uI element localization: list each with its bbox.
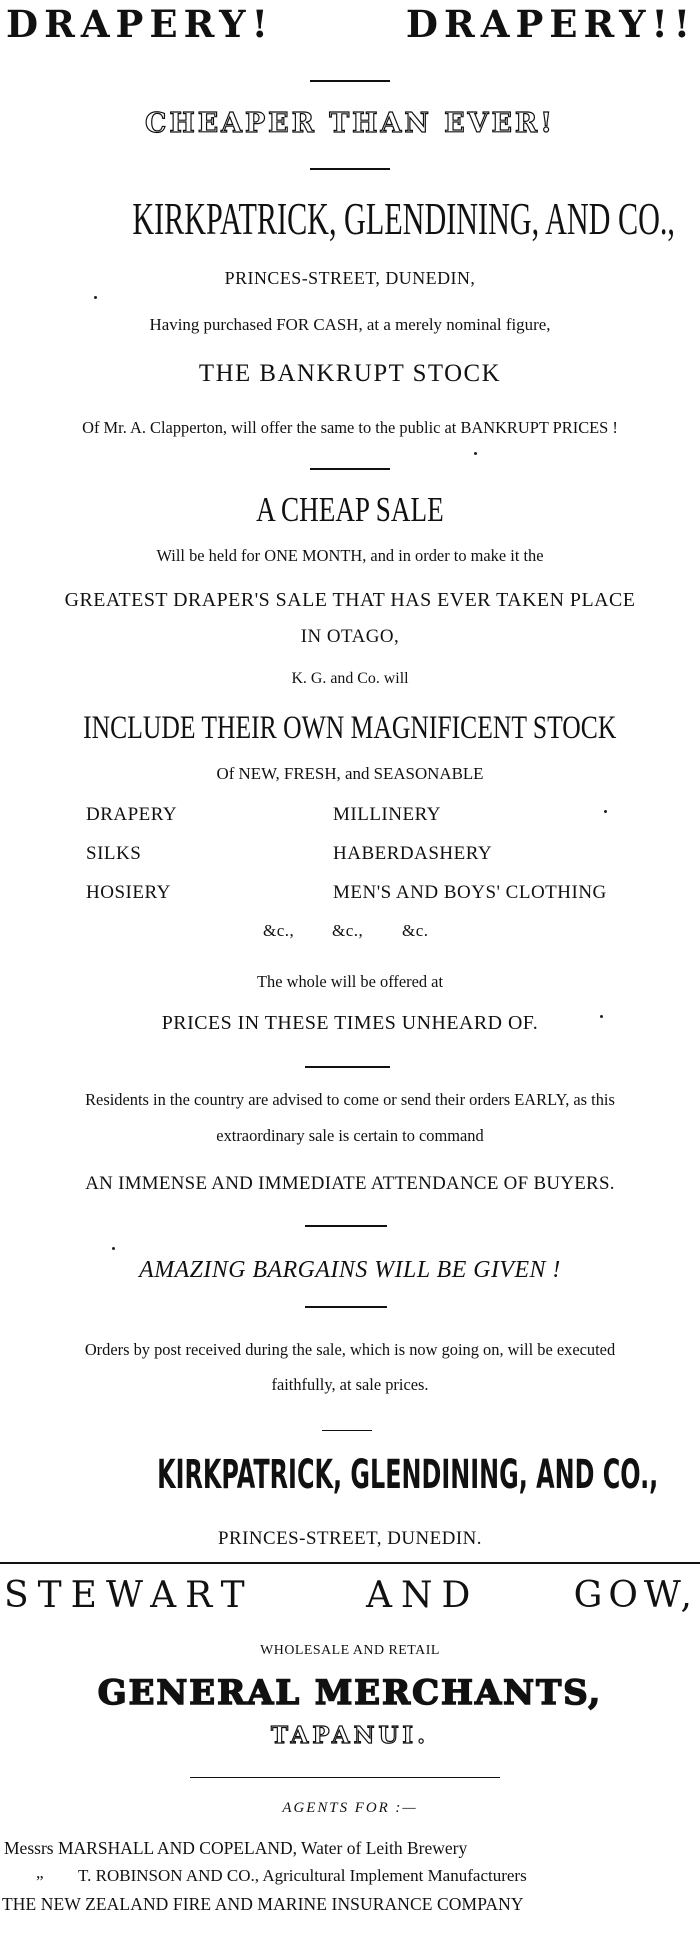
header-left: DRAPERY! bbox=[6, 2, 274, 46]
goods-right-1: MILLINERY bbox=[333, 804, 441, 825]
country-line-1: Residents in the country are advised to come or send their orders EARLY, as this bbox=[85, 1090, 615, 1109]
sale-line-6: Of NEW, FRESH, and SEASONABLE bbox=[216, 764, 484, 783]
bargains-line: AMAZING BARGAINS WILL BE GIVEN ! bbox=[139, 1257, 561, 1283]
goods-right-3: MEN'S AND BOYS' CLOTHING bbox=[333, 882, 607, 903]
full-divider bbox=[0, 1562, 700, 1564]
signature-name-text: KIRKPATRICK, GLENDINING, AND CO., bbox=[157, 1452, 659, 1498]
sale-line-4: K. G. and Co. will bbox=[291, 670, 409, 687]
stewart-part-1: STEWART bbox=[4, 1575, 254, 1616]
agents-line-2: T. ROBINSON AND CO., Agricultural Implement Manufacturers bbox=[78, 1866, 527, 1885]
print-speck bbox=[600, 1015, 603, 1018]
clapperton-offer: Of Mr. A. Clapperton, will offer the same to the public at BANKRUPT PRICES ! bbox=[82, 418, 618, 437]
etc-1: &c., bbox=[263, 921, 295, 940]
etc-3: &c. bbox=[402, 921, 429, 940]
signature-name bbox=[60, 1452, 659, 1498]
goods-left-3: HOSIERY bbox=[86, 882, 171, 903]
header bbox=[0, 0, 700, 50]
firm-address: PRINCES-STREET, DUNEDIN, bbox=[224, 268, 476, 288]
print-speck bbox=[94, 296, 97, 299]
agents-line-1: Messrs MARSHALL AND COPELAND, Water of Leith Brewery bbox=[4, 1838, 468, 1858]
print-speck bbox=[604, 810, 607, 813]
divider bbox=[310, 80, 390, 82]
stewart-name bbox=[0, 1575, 700, 1625]
offer-line-1: The whole will be offered at bbox=[256, 972, 444, 991]
print-speck bbox=[112, 1247, 115, 1250]
agents-heading: AGENTS FOR :— bbox=[282, 1800, 418, 1816]
stewart-title: GENERAL MERCHANTS, bbox=[97, 1673, 603, 1713]
divider bbox=[305, 1225, 387, 1227]
goods-right-2: HABERDASHERY bbox=[333, 843, 493, 864]
sale-line-1: Will be held for ONE MONTH, and in order to make it the bbox=[156, 546, 544, 565]
etc-2: &c., bbox=[332, 921, 364, 940]
goods-left-2: SILKS bbox=[86, 843, 142, 864]
purchase-line: Having purchased FOR CASH, at a merely nominal figure, bbox=[149, 315, 551, 334]
signature-address: PRINCES-STREET, DUNEDIN. bbox=[217, 1528, 482, 1549]
sale-line-3: IN OTAGO, bbox=[300, 626, 400, 647]
sale-line-2: GREATEST DRAPER'S SALE THAT HAS EVER TAKEN PLACE bbox=[64, 589, 636, 611]
cheap-sale-text: A CHEAP SALE bbox=[256, 490, 444, 529]
agents-line-2-mark: „ bbox=[36, 1863, 44, 1882]
cheap-sale-title bbox=[2, 490, 698, 530]
goods-left-1: DRAPERY bbox=[86, 804, 178, 825]
divider bbox=[322, 1430, 372, 1431]
divider bbox=[310, 468, 390, 470]
orders-line-2: faithfully, at sale prices. bbox=[271, 1375, 429, 1394]
print-speck bbox=[474, 452, 477, 455]
offer-line-2: PRICES IN THESE TIMES UNHEARD OF. bbox=[161, 1012, 539, 1034]
divider bbox=[305, 1066, 390, 1068]
divider bbox=[305, 1306, 387, 1308]
firm-name bbox=[56, 192, 675, 245]
sale-line-5 bbox=[2, 710, 698, 747]
stewart-part-2: AND bbox=[366, 1575, 480, 1616]
firm-name-text: KIRKPATRICK, GLENDINING, AND CO., bbox=[132, 193, 675, 244]
header-right: DRAPERY!! bbox=[405, 2, 696, 46]
country-line-2: extraordinary sale is certain to command bbox=[216, 1126, 484, 1145]
divider bbox=[190, 1777, 500, 1778]
orders-line-1: Orders by post received during the sale, which is now going on, will be executed bbox=[84, 1340, 616, 1359]
tagline: CHEAPER THAN EVER! bbox=[145, 108, 555, 139]
stewart-town: TAPANUI. bbox=[270, 1722, 430, 1749]
divider bbox=[310, 168, 390, 170]
agents-line-3: THE NEW ZEALAND FIRE AND MARINE INSURANCE COMPANY bbox=[2, 1894, 524, 1914]
country-line-3: AN IMMENSE AND IMMEDIATE ATTENDANCE OF BUYERS. bbox=[85, 1173, 615, 1194]
stewart-trade: WHOLESALE AND RETAIL bbox=[260, 1643, 440, 1658]
bankrupt-stock-title: THE BANKRUPT STOCK bbox=[198, 360, 502, 387]
sale-line-5-text: INCLUDE THEIR OWN MAGNIFICENT STOCK bbox=[83, 710, 617, 746]
stewart-part-3: GOW, bbox=[573, 1575, 698, 1616]
